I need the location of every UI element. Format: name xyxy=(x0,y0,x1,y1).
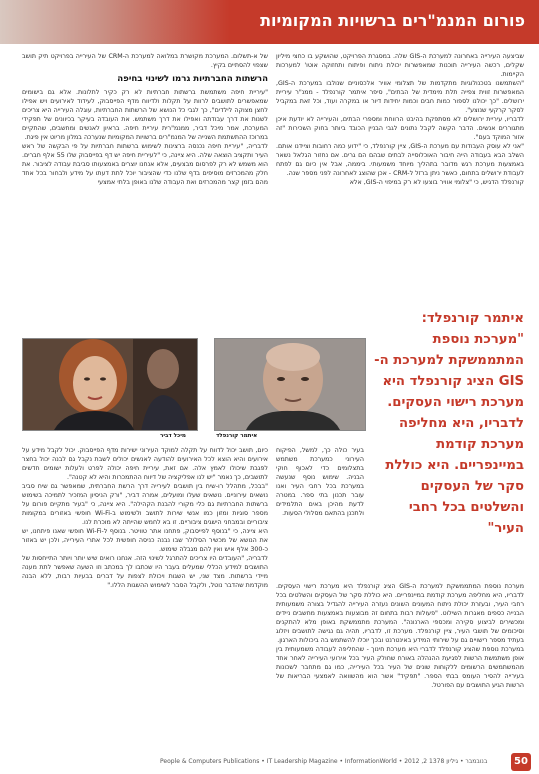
page-number-badge: 50 xyxy=(511,753,531,771)
paragraph: לדבריה, "העובדים היו צריכים להתרגל לשינוי הזה. אנחנו רואים שיש יותר ויותר התייחסות של התושבים למידע הכללי שמעלים בעבר היו שכתבו לך במכתב וזו השעה שאפשר לתת מענה מיידי ברשתות. מצד שני, יש השגות ויכולת לצפות על דברים בבעיות רבות, ללא הבנה מוקדמת שהדבר נוטל, ולקבל הסבר לשימוש ההשגות הללו." xyxy=(22,555,268,589)
paragraph: "בבכל, מתהלל רו-שיח בין תושבים לעירייה דרך הרשת החברתית, שמאפשר גם שיח סביב נושאים עירוניים. נושאים שעלו ומועלים, אמרה דביר, "ורק הניסיון המזכיר לתמיכה בשימוש ברשתות החברתיות גם כלי מקורי להבנת הקהילה". היא ציינה, כי "בעיר מתקיים פורום על מספר סוגיות ומזון כמו אנשי שירות לתושב ולשימוש ב-Wi-Fi חופשי באזורים במקומות ציבוריים ובמבחני הישגים ציבוריים. זו בא לחמש שהייתה לא מוכרת לנו. xyxy=(22,483,268,526)
article-column-bottom-right xyxy=(276,582,524,746)
photo-michal-dvir xyxy=(22,338,198,431)
pull-quote: איתמר קורנפלד: "מערכת נוספת המתממשקת למערכת ה-GIS הציג קורנפלד היא מערכת רישוי העסקים. לדבריו, היא מחליפה מערכת קודמת במיינפריים. היא כוללת סקר של העסקים והשלטים בכל רחבי העיר" xyxy=(374,311,524,536)
paragraph: קורנפלד הדגיש, כי "צלומי אוויר בוצעו לא רק במיפוי ה-GIS, אלא xyxy=(349,179,524,186)
paragraph: "עיריית חיפה משתמשת ברשתות חברתיות לא רק כקיר לתלונות. אלא גם בישומים שמאפשרים לתושבים לרוות על תקלות ולדיווח מדף הפייסבוק, לעידוד לאירועים ויש אפילו לחצן מצוקה לילדים", כך לגבי כל הנושא של הרשתות החברתיות, עוגלה העירייה היא צריכים לשנות את דרך עבודתה ואפילו את דרך משתמש. את העובדה בעיקר בכיוונים של תפקידי המערכת, אמר מיכל דביר, ממנמ"רית עיריית חיפה. בראיון לאנשים ומחשבים, שהתקיים במרוכז ההתשתמת השנייה של המנמ"רים ברשויות המקומיות שנערכה במלון מריוט אין פיגת. xyxy=(22,89,268,141)
paragraph: היא ציינה, כי "בנוסף לפייסבוק, פתחנו אתר טוויטר. בנוסף ל-Wi-Fi חופשי שאנו פיתחנו, יש את הנושא של מכשיר הסלולר שבו נבנה כניסה חופשית לכל אתרי העירייה, ולכן יש באזור כ-300 אלף איש ואין להם מגבלה שימוש. xyxy=(22,528,268,553)
portrait-man-image xyxy=(215,339,366,431)
photo-itamar-kornfeld xyxy=(214,338,366,431)
paragraph: "השתמשנו בטכנולוגיות מתקדמות של תצלומי אוויר אלכסוניים שנולבו במערכת ה-GIS, המאפשרות זווית צפייה תלת מימדית של הבתים", סיפר איתמר קורנפלד - ממנ"ר עיריית ירושלים. "כך יכולנו לספור כמות חבים וכמות יחידות דיור או במקרה ועוד, וכל זאת במקביל לסקר קרקעי שנוצע". xyxy=(276,80,524,114)
header-gradient xyxy=(0,0,230,44)
photo-caption-michal: מיכל דביר xyxy=(160,433,186,439)
article-column-bottom-left xyxy=(22,446,268,746)
paragraph: כיום, תושב יכול לדווח על תקלה למוקד העירוני ישירות מדף הפייסבוק. יכול לקבל מידע על אירועים והיא הוצא לכל האירועים להודעה לאנשים יכולים לשבת נקבל גם לבנה יכול בחצר לפגבת שיכולו לאמץ אלה. אם זאת, עיריית חיפה יכולה לפרט ולעלות ישומים חדשים לתושבים, כך נאמר "יש לנו אפליקציה של דיווח ההתמכרות והיא לא קטנה". xyxy=(22,447,268,481)
page-title: פורום המנמ"רים ברשויות המקומיות xyxy=(260,11,525,30)
page-header-bar xyxy=(0,0,539,44)
paragraph: של א-תשלום. המערכת מקושרת במלואה למערכת ה-CRM של העירייה בפרויקט תיק תושב שצפוי להסתיים בקיץ. xyxy=(22,53,268,69)
paragraph: "אני לא עוסק העבודות עם מערכת ה-GIS, ציין קורנפלד, כי "ידוע כמה רחובות וציידנו אותם. השלב הבא בעבודה הייה חיבור האוכלוסייה לבתים שבהם הם גרים. אם נחזור הגלאל נשאר באמצעות מערכת רגש מדובר בתהליך מיוחד משמעותי. ביממה, אבל אין כיום גם לפתח לעבודת ירושלים בתחום, כאשר ניתן ברזל ל-CRM - אכן שהוצג לאחרונה לפני מספר שנה. xyxy=(276,143,524,177)
portrait-woman-image xyxy=(23,339,198,431)
page-footer xyxy=(0,752,539,774)
paragraph: שביצעה העירייה באחרונה למערכת ה-GIS שלה. במסגרת הפרויקט, שהושקע בו כחצי מיליון שקלים, רכשה העירייה תוכנות שמאפשרות יכולת ניתוח ופיתוח ותחזוקה אוטו' למערכות הקיימות. xyxy=(276,53,524,78)
footer-credits: People & Computers Publications • IT Leadership Magazine • InformationWorld • 2012 ,2 בנובמבר • גיליון 1378 xyxy=(160,758,488,765)
article-column-top-right xyxy=(276,52,524,292)
paragraph: לדבריה, "עיריית חיפה נכנסה ברצינות לשימוש ברשתות חברתיות על פי הבקשה של ראש העיר ותקציב הוצאה שלה. היא ציינה, כי "לעיריית חיפה יש דף בפייסבוק שלו 55 אלף חברים. הוא משמש לא רק לפרסום מבצעים, אלא אנחנו יוצרים באמצעותו סביבת עבודה לציבור. את חלק מהמכרזים מוסיפים בדף שלנו כדי שהציבור יוכל לתת דעתו על מידע ולבחור בכל אחד מהם בזמן קצר מהמכרזים ואת העבודה שלנו באופן בלתי אמצעי xyxy=(22,143,268,186)
section-subhead: הרשתות החברתיות גרמו לשינוי בחיפה xyxy=(117,74,268,84)
paragraph: לדבריו, עיריית ירושלים לא מסתפקת בהיבט הרווחת ומספרי הבתים, והעירייה לא יודעת איכן מתגוררים אנשים. הדבר הקשה לקבל נתונים לגבי הבניין הכובד ביותר בחוק השכירות "זה אזור המוקד בעם". xyxy=(276,116,524,141)
paragraph: במערכת נוספת שהציג קורנפלד לדברי היא מערכת חינוך - שהחליפה לעבודה משמעותית בין אופן משתמשת הרשות לפגיעת ההנהלה באורח שחולק העיר בכל אירועי העירייה לאחר אחד מהמשתמשים הרשומים ללקוחות שונים של העיר בכל העירייה, כמו גם מתחבר לשכונות בעירייה להסיר העומס בבתי הספר. "תפקיד" אשר הוא מהשוואה לאמצעי הבריאות של הרשות הגיע התושבים עם הפורטל. xyxy=(276,646,524,689)
paragraph: מערכת נוספת המתממשקת למערכת ה-GIS הציג קורנפלד היא מערכת רישוי העסקים. לדבריו, היא מחליפה מערכת קודמת במיינפריים. היא כוללת סקר של העסקים והשלטים בכל רחבי העיר, ובעזרת יכולת ניתוח המעונים השונים נעזרה העירייה להגדיל בצורה משמעותית הבנייה כספים מאגרות השילוט. "פעולות רבות בתחום זה מבוצעות באמצעות מחשבים ניידים ומכשירים לביצוע סקירה ומכספי הארנונה". המערכת מתממשקת באופן מלא להתקנים וסיכומים של תושבי העיר, ציין קורנפלד. מערכת זו, לדבריו, תהיה גם נגישה לתושבים ויזלוג בעתיד מספר רישויים גם על שירותי המידע באינטרנט ובכך יוכלו להשתמש בה ביכולות הארגון. xyxy=(276,583,524,644)
article-column-top-left xyxy=(22,52,268,292)
photo-caption-itamar: איתמר קורנפלד xyxy=(216,433,258,439)
paragraph: בעיר כולה כך, למשל, הפיקוח העירוני כמערכת משתמש בתצלומים כדי לאכוף חוקי הבניה. שימוש נוסף שנעשה במערכת בכל רחבי העיר ואנו עובר תכנון בתי ספר. במטרה לדעת מהיכן באים התלמידים ולתכנן בהתאם מסלולי הסעות. xyxy=(276,447,364,517)
